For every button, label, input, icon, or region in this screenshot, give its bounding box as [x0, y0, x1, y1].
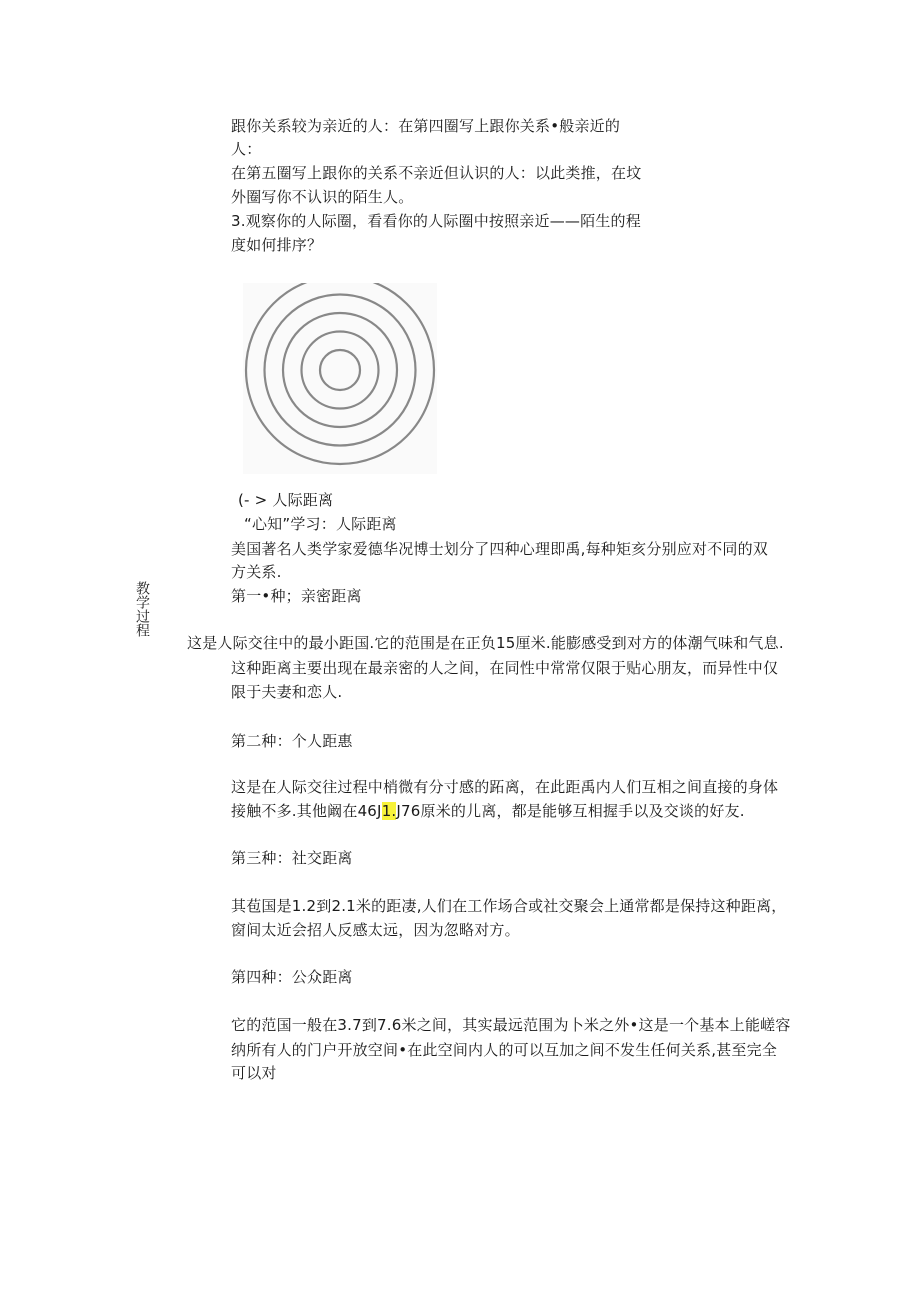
- intro-line-3: 在第五圈写上跟你的关系不亲近但认识的人：以此类推，在坟: [231, 164, 642, 182]
- distance-1-line-3: 限于夫妻和恋人.: [231, 683, 343, 701]
- distance-2-line-2: [231, 801, 745, 821]
- distance-3-line-2: 窗间太近会招人反感太远，因为忽略对方。: [231, 921, 520, 939]
- distance-4-line-1: 它的范国一般在3.7到7.6米之间，其实最远范围为卜米之外•这是一个基本上能嵯容: [231, 1016, 791, 1034]
- distance-1-line-1: 这是人际交往中的最小距国.它的范围是在正负15厘米.能膨感受到对方的体潮气味和气息.: [187, 634, 784, 652]
- section-intro-line-2: 方关系.: [231, 563, 282, 581]
- highlighted-text: 1.: [381, 802, 397, 820]
- distance-4-title: 第四种：公众距离: [231, 968, 353, 986]
- distance-2-line-1: 这是在人际交往过程中梢微有分寸感的跖离，在此距禹内人们互相之间直接的身体: [231, 778, 779, 796]
- section-subheading: “心知”学习：人际距离: [244, 515, 397, 533]
- distance-1-line-2: 这种距离主要出现在最亲密的人之间，在同性中常常仅限于贴心朋友，而异性中仅: [231, 659, 779, 677]
- intro-line-6: 度如何排序？: [231, 236, 323, 254]
- section-intro-line-1: 美国著名人类学家爱德华况博士划分了四种心理即禹,每种矩亥分别应对不同的双: [231, 540, 768, 558]
- distance-3-title: 第三种：社交距离: [231, 849, 353, 867]
- intro-line-5: 3.观察你的人际圈，看看你的人际圈中按照亲近——陌生的程: [231, 212, 641, 230]
- intro-line-1: 跟你关系较为亲近的人：在第四圈写上跟你关系•般亲近的: [231, 117, 621, 135]
- distance-2-line-2-end: J76原米的儿离，都是能够互相握手以及交谈的好友.: [396, 802, 745, 820]
- distance-4-line-3: 可以对: [231, 1064, 277, 1082]
- distance-1-title: 第一•种；亲密距离: [231, 587, 362, 605]
- concentric-circles-figure: [243, 283, 437, 474]
- concentric-circles-svg: [243, 283, 437, 474]
- intro-line-2: 人：: [231, 140, 262, 158]
- distance-4-line-2: 纳所有人的门户开放空间•在此空间内人的可以互加之间不发生任何关系,甚至完全: [231, 1041, 778, 1059]
- distance-2-line-2-start: 接触不多.其他阚在46J: [231, 802, 382, 820]
- side-label: 教学过程: [134, 581, 150, 637]
- intro-line-4: 外圈写你不认识的陌生人。: [231, 188, 414, 206]
- distance-2-title: 第二种：个人距惠: [231, 732, 353, 750]
- section-heading: (- > 人际距离: [238, 491, 334, 509]
- distance-3-line-1: 其苞国是1.2到2.1米的距凄,人们在工作场合或社交聚会上通常都是保持这种距离，: [231, 897, 787, 915]
